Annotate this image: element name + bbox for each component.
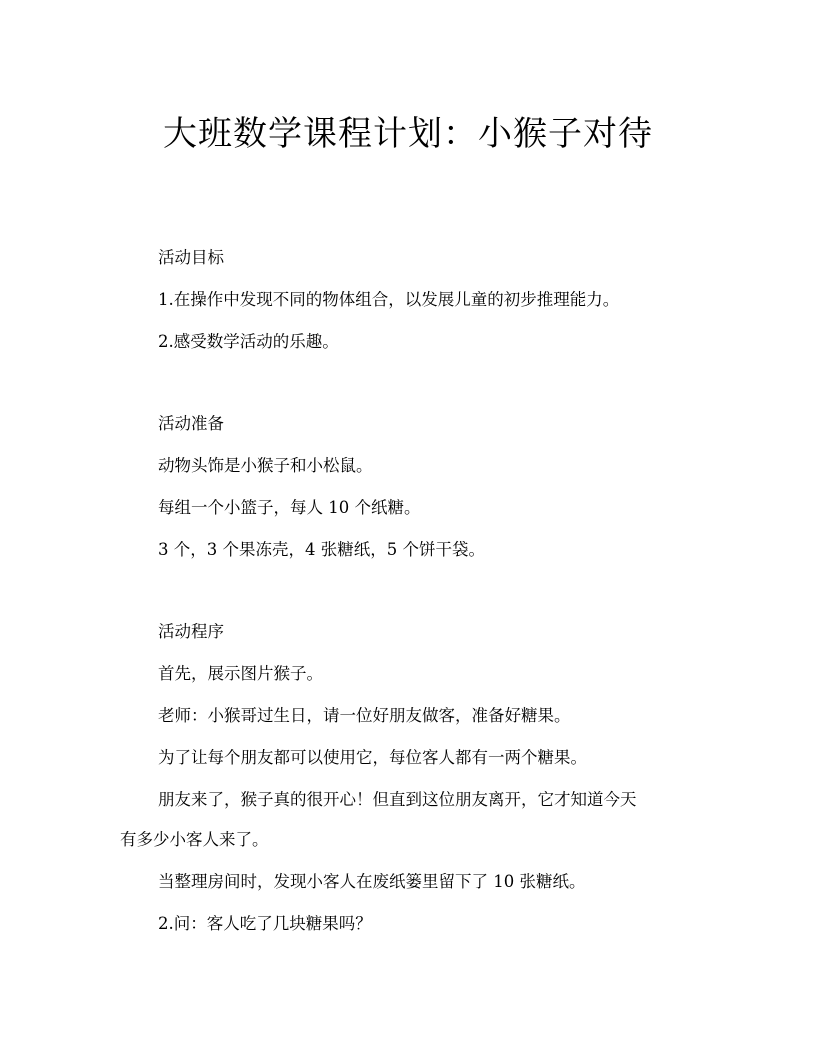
procedure-item-2: 老师：小猴哥过生日，请一位好朋友做客，准备好糖果。 [158,706,571,725]
procedure-item-5: 当整理房间时，发现小客人在废纸篓里留下了 10 张糖纸。 [158,872,586,891]
procedure-item-1: 首先，展示图片猴子。 [158,664,323,683]
document-title: 大班数学课程计划：小猴子对待 [163,114,653,154]
goal-item-2: 2.感受数学活动的乐趣。 [158,332,339,351]
procedure-item-6: 2.问：客人吃了几块糖果吗？ [158,914,372,933]
preparation-item-1: 动物头饰是小猴子和小松鼠。 [158,456,373,475]
preparation-item-3: 3 个，3 个果冻壳，4 张糖纸，5 个饼干袋。 [158,540,485,559]
preparation-item-2: 每组一个小篮子，每人 10 个纸糖。 [158,498,421,517]
goals-heading: 活动目标 [158,248,224,267]
procedure-item-3: 为了让每个朋友都可以使用它，每位客人都有一两个糖果。 [158,748,587,767]
procedure-item-4-line-2: 有多少小客人来了。 [120,830,269,849]
goal-item-1: 1.在操作中发现不同的物体组合，以发展儿童的初步推理能力。 [158,290,620,309]
procedure-heading: 活动程序 [158,622,224,641]
procedure-item-4-line-1: 朋友来了，猴子真的很开心！但直到这位朋友离开，它才知道今天 [158,790,637,809]
preparation-heading: 活动准备 [158,414,224,433]
